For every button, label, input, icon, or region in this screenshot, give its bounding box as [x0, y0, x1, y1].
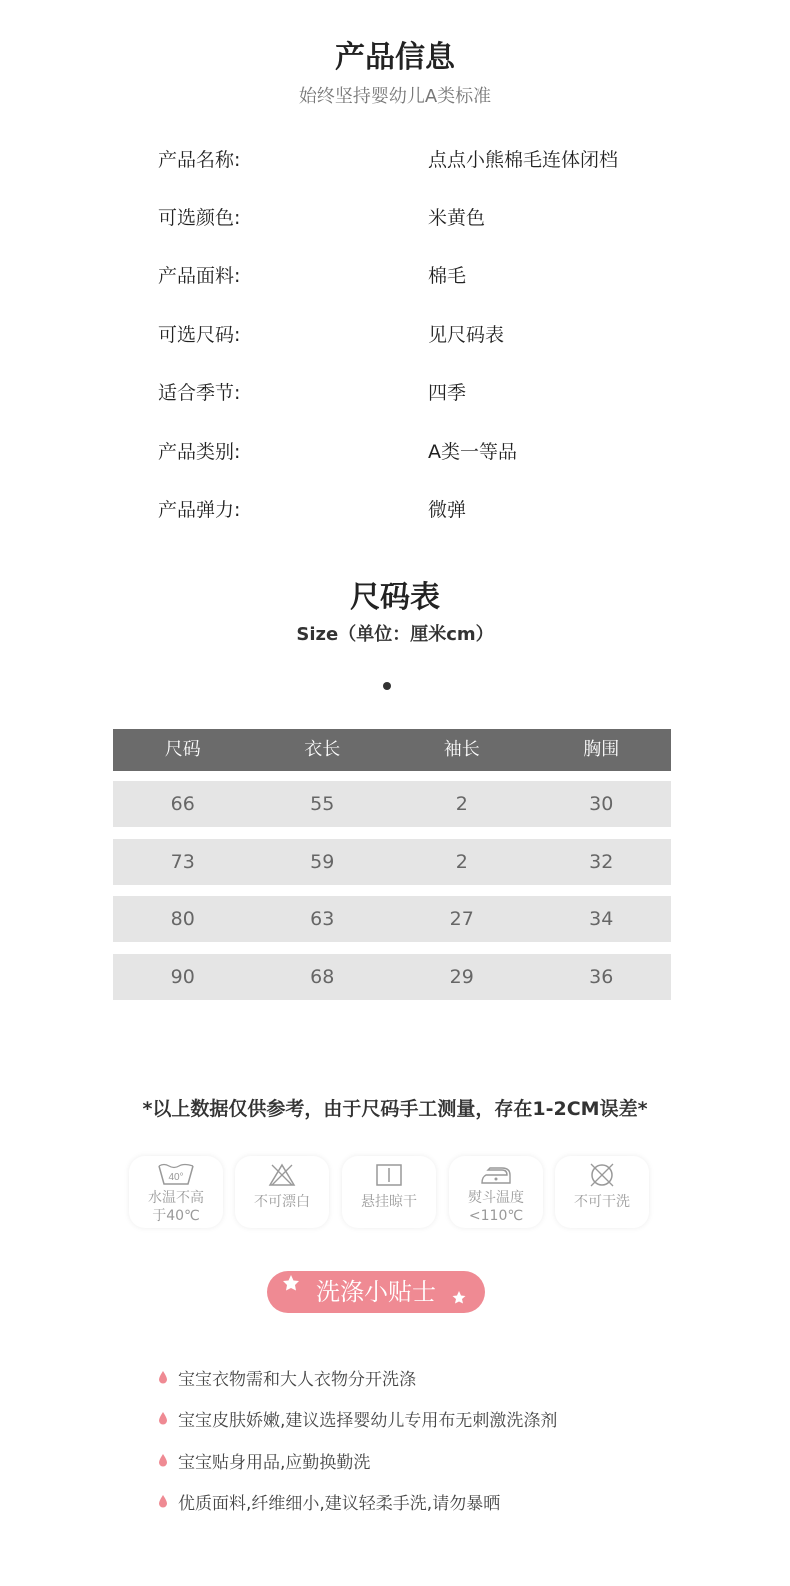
care-label: 熨斗温度	[468, 1190, 524, 1206]
wash-temp-badge: 40°	[168, 1172, 184, 1183]
header-cell: 袖长	[443, 739, 480, 760]
info-value: A类一等品	[428, 441, 517, 463]
wash-tips-pill	[267, 1271, 485, 1313]
info-row-color	[158, 203, 678, 233]
care-hang-dry	[342, 1156, 436, 1228]
size-chart-subtitle: Size（单位：厘米cm）	[296, 624, 494, 645]
table-cell: 29	[449, 966, 474, 988]
info-label: 可选尺码:	[158, 324, 241, 346]
info-label: 产品名称:	[158, 149, 241, 171]
info-label: 产品弹力:	[158, 499, 241, 521]
measurement-note: *以上数据仅供参考，由于尺码手工测量，存在1-2CM误差*	[142, 1098, 648, 1120]
info-label: 产品类别:	[158, 441, 241, 463]
info-row-season	[158, 378, 678, 408]
tip-text: 宝宝衣物需和大人衣物分开洗涤	[178, 1370, 416, 1390]
info-label: 可选颜色:	[158, 207, 241, 229]
info-row-name	[158, 145, 678, 175]
table-cell: 27	[449, 908, 474, 930]
care-label: 于40℃	[152, 1208, 200, 1224]
drop-icon	[158, 1370, 168, 1384]
table-cell: 2	[455, 851, 468, 873]
info-value: 微弹	[428, 499, 467, 521]
info-row-fabric	[158, 261, 678, 291]
drop-icon	[158, 1453, 168, 1467]
care-no-dry-clean	[555, 1156, 649, 1228]
no-bleach-icon	[262, 1162, 302, 1188]
drop-icon	[158, 1411, 168, 1425]
care-no-bleach	[235, 1156, 329, 1228]
table-row	[113, 896, 671, 942]
drop-icon	[158, 1494, 168, 1508]
wash-40-icon	[156, 1162, 196, 1188]
size-chart-title: 尺码表	[350, 580, 440, 615]
info-label: 适合季节:	[158, 382, 241, 404]
table-cell: 32	[589, 851, 614, 873]
care-label: 不可漂白	[254, 1194, 310, 1210]
care-wash-40	[129, 1156, 223, 1228]
care-label: 水温不高	[148, 1190, 204, 1206]
size-table-header	[113, 729, 671, 771]
info-value: 棉毛	[428, 265, 467, 287]
hang-dry-icon	[369, 1162, 409, 1188]
tip-text: 宝宝贴身用品,应勤换勤洗	[178, 1453, 371, 1473]
care-label: 悬挂晾干	[361, 1194, 417, 1210]
table-cell: 36	[589, 966, 614, 988]
table-cell: 68	[310, 966, 335, 988]
table-cell: 80	[170, 908, 195, 930]
dot-decoration	[383, 682, 391, 690]
tip-text: 优质面料,纤维细小,建议轻柔手洗,请勿暴晒	[178, 1494, 501, 1514]
no-dry-clean-icon	[582, 1162, 622, 1188]
iron-icon	[476, 1162, 516, 1188]
table-cell: 90	[170, 966, 195, 988]
table-row	[113, 781, 671, 827]
table-cell: 73	[170, 851, 195, 873]
care-iron	[449, 1156, 543, 1228]
info-title: 产品信息	[335, 40, 455, 75]
care-label: <110℃	[468, 1208, 524, 1224]
info-value: 米黄色	[428, 207, 486, 229]
table-cell: 30	[589, 793, 614, 815]
header-cell: 尺码	[164, 739, 201, 760]
care-label: 不可干洗	[574, 1194, 630, 1210]
tip-text: 宝宝皮肤娇嫩,建议选择婴幼儿专用布无刺激洗涤剂	[178, 1411, 558, 1431]
info-subtitle: 始终坚持婴幼儿A类标准	[298, 86, 492, 107]
table-cell: 63	[310, 908, 335, 930]
table-cell: 34	[589, 908, 614, 930]
info-value: 点点小熊棉毛连体闭档	[428, 149, 619, 171]
table-row	[113, 954, 671, 1000]
header-cell: 衣长	[304, 739, 341, 760]
info-value: 见尺码表	[428, 324, 505, 346]
header-cell: 胸围	[583, 739, 620, 760]
info-row-size	[158, 320, 678, 350]
table-row	[113, 839, 671, 885]
wash-tips-title: 洗涤小贴士	[316, 1278, 436, 1306]
table-cell: 55	[310, 793, 335, 815]
info-row-elasticity	[158, 495, 678, 525]
info-row-category	[158, 437, 678, 467]
info-label: 产品面料:	[158, 265, 241, 287]
table-cell: 2	[455, 793, 468, 815]
table-cell: 59	[310, 851, 335, 873]
info-value: 四季	[428, 382, 467, 404]
table-cell: 66	[170, 793, 195, 815]
